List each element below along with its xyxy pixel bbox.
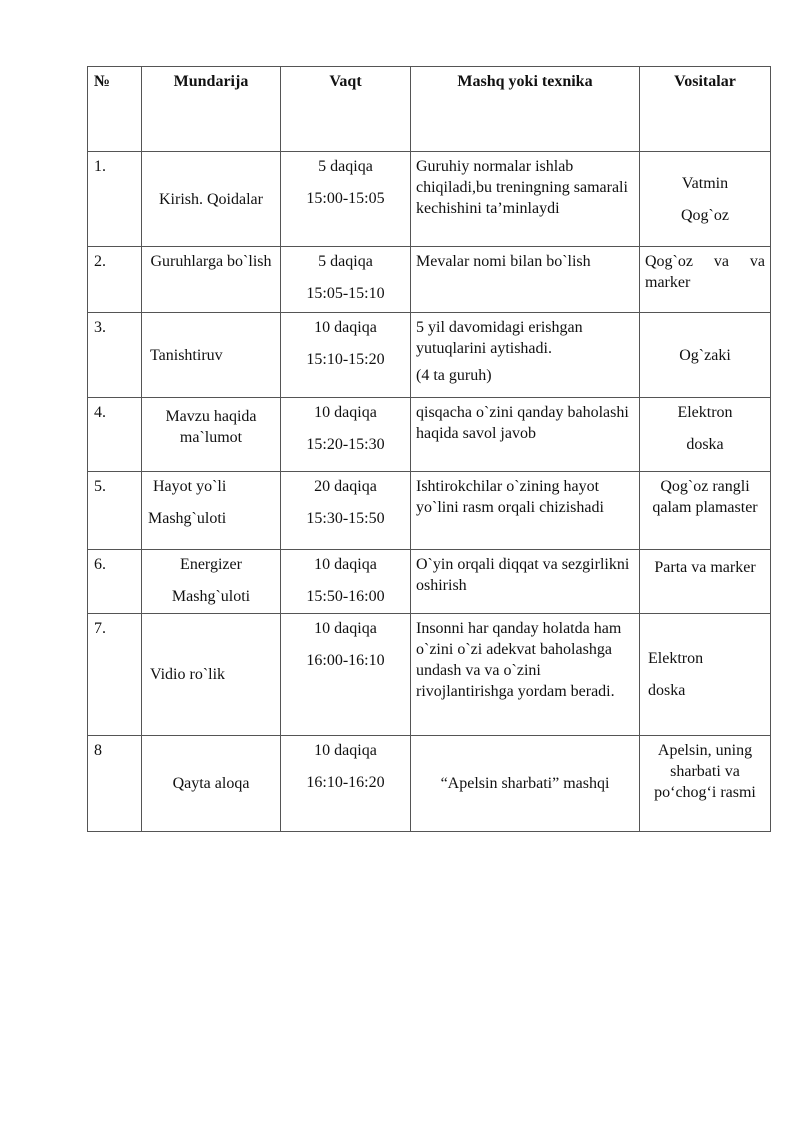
- duration: 20 daqiqa: [314, 478, 377, 495]
- row-content: Guruhlarga bo`lish: [142, 247, 281, 313]
- time-range: 16:00-16:10: [306, 652, 385, 669]
- header-exercise: Mashq yoki texnika: [411, 67, 640, 152]
- table-row: [88, 736, 771, 832]
- row-number: 3.: [88, 313, 142, 398]
- time-range: 16:10-16:20: [306, 774, 385, 791]
- row-time: [281, 313, 411, 398]
- row-exercise: qisqacha o`zini qanday baholashi haqida savol javob: [411, 398, 640, 472]
- duration: 10 daqiqa: [314, 620, 377, 637]
- time-range: 15:50-16:00: [306, 588, 385, 605]
- row-tools: Og`zaki: [640, 313, 771, 398]
- header-tools: Vositalar: [640, 67, 771, 152]
- table-row: [88, 472, 771, 550]
- duration: 5 daqiqa: [318, 158, 373, 175]
- row-content: Mavzu haqida ma`lumot: [142, 398, 281, 472]
- row-number: 7.: [88, 614, 142, 736]
- row-time: [281, 398, 411, 472]
- row-number: 6.: [88, 550, 142, 614]
- row-exercise: Insonni har qanday holatda ham o`zini o`zi adekvat baholashga undash va va o`zini rivojlantirishga yordam beradi.: [411, 614, 640, 736]
- duration: 10 daqiqa: [314, 319, 377, 336]
- time-range: 15:20-15:30: [306, 436, 385, 453]
- table-row: [88, 247, 771, 313]
- row-number: 2.: [88, 247, 142, 313]
- row-time: [281, 247, 411, 313]
- row-number: 1.: [88, 152, 142, 247]
- row-number: 4.: [88, 398, 142, 472]
- row-exercise: Mevalar nomi bilan bo`lish: [411, 247, 640, 313]
- row-tools: Vatmin Qog`oz: [640, 152, 771, 247]
- row-content: Vidio ro`lik: [142, 614, 281, 736]
- row-time: [281, 152, 411, 247]
- row-tools: Parta va marker: [640, 550, 771, 614]
- table-row: [88, 152, 771, 247]
- time-range: 15:30-15:50: [306, 510, 385, 527]
- time-range: 15:00-15:05: [306, 190, 385, 207]
- row-exercise: 5 yil davomidagi erishgan yutuqlarini aytishadi. (4 ta guruh): [411, 313, 640, 398]
- row-number: 5.: [88, 472, 142, 550]
- row-time: [281, 736, 411, 832]
- table-row: [88, 614, 771, 736]
- duration: 10 daqiqa: [314, 556, 377, 573]
- header-number: №: [88, 67, 142, 152]
- row-time: [281, 550, 411, 614]
- table-row: [88, 398, 771, 472]
- table-header-row: [88, 67, 771, 152]
- row-content: Tanishtiruv: [142, 313, 281, 398]
- header-time: Vaqt: [281, 67, 411, 152]
- row-exercise: Ishtirokchilar o`zining hayot yo`lini rasm orqali chizishadi: [411, 472, 640, 550]
- row-content: Hayot yo`li Mashg`uloti: [142, 472, 281, 550]
- row-time: [281, 472, 411, 550]
- duration: 10 daqiqa: [314, 742, 377, 759]
- schedule-table: [87, 66, 771, 832]
- header-content: Mundarija: [142, 67, 281, 152]
- row-content: Qayta aloqa: [142, 736, 281, 832]
- row-tools: Apelsin, uning sharbati va po‘chog‘i rasmi: [640, 736, 771, 832]
- time-range: 15:10-15:20: [306, 351, 385, 368]
- duration: 10 daqiqa: [314, 404, 377, 421]
- row-tools: Qog`oz rangli qalam plamaster: [640, 472, 771, 550]
- duration: 5 daqiqa: [318, 253, 373, 270]
- row-time: [281, 614, 411, 736]
- row-content: Kirish. Qoidalar: [142, 152, 281, 247]
- row-number: 8: [88, 736, 142, 832]
- time-range: 15:05-15:10: [306, 285, 385, 302]
- row-tools: Qog`oz va va marker: [640, 247, 771, 313]
- row-tools: Elektron doska: [640, 398, 771, 472]
- row-exercise: O`yin orqali diqqat va sezgirlikni oshirish: [411, 550, 640, 614]
- table-row: [88, 313, 771, 398]
- row-exercise: Guruhiy normalar ishlab chiqiladi,bu treningning samarali kechishini ta’minlaydi: [411, 152, 640, 247]
- row-tools: Elektron doska: [640, 614, 771, 736]
- row-content: Energizer Mashg`uloti: [142, 550, 281, 614]
- row-exercise: “Apelsin sharbati” mashqi: [411, 736, 640, 832]
- table-row: [88, 550, 771, 614]
